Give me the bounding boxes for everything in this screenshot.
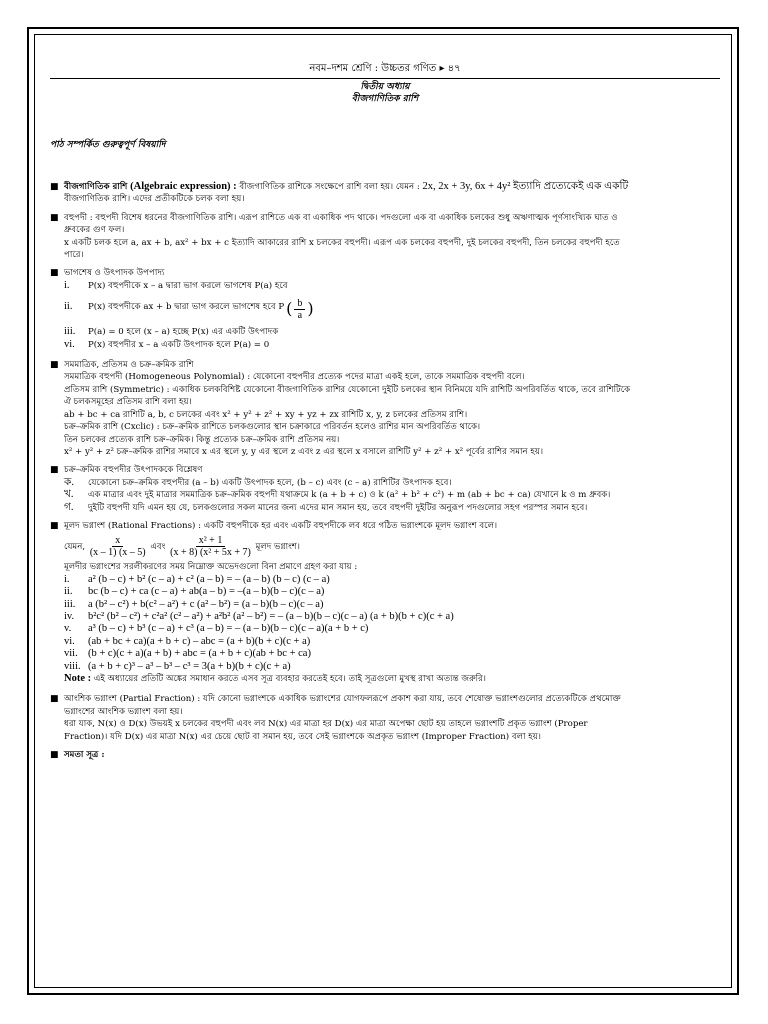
paren-open: ( [286, 299, 293, 319]
page-content [50, 62, 720, 761]
symmetric-def-line2: ঐ চলকসমূহের প্রতিসম রাশি বলা হয়। [64, 397, 192, 408]
partial-fraction-line2: ভগ্নাংশের আংশিক ভগ্নাংশ বলা হয়। [64, 706, 183, 717]
polynomial-def-line1: ■ বহুপদী : বহুপদী বিশেষ ধরনের বীজগাণিতিক রাশি। এরূপ রাশিতে এক বা একাধিক পদ থাকে। পদগুলো এক বা একাধিক চলকের শুধু অঋণাত্মক পূর্ণসাংখ্যিক ঘাত ও [50, 212, 720, 224]
cyclic-factor-item-1: ক. যেকোনো চক্র–ক্রমিক বহুপদীর (a – b) একটি উৎপাদক হলে, (b – c) এবং (c – a) রাশিটির উৎপাদক হবে। [64, 476, 452, 488]
algebraic-examples: 2x, 2x + 3y, 6x + 4y² ইত্যাদি প্রত্যেকেই এক একটি [422, 181, 629, 192]
cyclic-factor-heading: ■ চক্র–ক্রমিক বহুপদীর উৎপাদককে বিশ্লেষণ [50, 464, 720, 476]
rational-fraction-heading: ■ মূলদ ভগ্নাংশ (Rational Fractions) : একটি বহুপদীকে হর এবং একটি বহুপদীকে লব ধরে গঠিত ভগ্নাংশকে মূলদ ভগ্নাংশ বলে। [50, 520, 720, 532]
cyclic-example: x² + y² + z² চক্র–ক্রমিক রাশির সমাবে x এর স্থলে y, y এর স্থলে z এবং z এর স্থলে x বসালে রাশিটি y² + z² + x² পূর্বের রাশির সমান হয়। [64, 446, 544, 457]
remainder-theorem-heading: ■ ভাগশেষ ও উৎপাদক উপপাদ্য [50, 267, 720, 279]
note-line: Note : এই অধ্যায়ের প্রতিটি অঙ্কের সমাধান করতে এসব সূত্র ব্যবহার করতেই হবে। তাই সূত্রগুলো মুখস্থ রাখা অত্যন্ত জরুরি। [64, 673, 486, 684]
symmetric-heading: ■ সমমাত্রিক, প্রতিসম ও চক্র–ক্রমিক রাশি [50, 359, 720, 371]
cyclic-factor-item-2: খ. এক মাত্রার এবং দুই মাত্রার সমমাত্রিক চক্র–ক্রমিক বহুপদী যথাক্রমে k (a + b + c) ও k (a² + b² + c²) + m (ab + bc + ca) যেখানে k ও m ধ্রুবক। [64, 489, 611, 501]
polynomial-def-line4: পারে। [64, 250, 84, 261]
remainder-item-4: vi. P(x) বহুপদীর x – a একটি উৎপাদক হলে P(a) = 0 [64, 338, 270, 350]
identity-item: iv. b²c² (b² – c²) + c²a² (c² – a²) + a²b² (a² – b²) = – (a – b)(b – c)(c – a) (a + b)(b + c)(c + a) [64, 610, 454, 622]
cyclic-note: তিন চলকের প্রত্যেক রাশি চক্র–ক্রমিক। কিন্তু প্রত্যেক চক্র–ক্রমিক রাশি প্রতিসম নয়। [64, 434, 340, 445]
remainder-item-2: ii. P(x) বহুপদীকে ax + b দ্বারা ভাগ করলে ভাগশেষ হবে P ( $\frac{b}{a}$ ) [64, 298, 314, 322]
identity-item: ii. bc (b – c) + ca (c – a) + ab(a – b) = –(a – b)(b – c)(c – a) [64, 586, 325, 598]
algebraic-term-bn: বীজগাণিতিক রাশি [64, 182, 128, 192]
identity-item: i. a² (b – c) + b² (c – a) + c² (a – b) = – (a – b) (b – c) (c – a) [64, 573, 330, 585]
example-fraction-1: $\frac{x}{(x - 1) (x - 5)}$ [89, 535, 146, 559]
rational-fraction-example: যেমন, $\frac{x}{(x - 1) (x - 5)}$ এবং $\frac{\text{x² + 1}}{\text{(x + 8) (x² + 5x + 7)}}$ মূলদ ভগ্নাংশ। [64, 535, 300, 559]
section-algebraic-expression [50, 181, 720, 193]
algebraic-term-en: (Algebraic expression) : [130, 181, 237, 192]
polynomial-def-line2: ধ্রুবকের গুণ ফল। [64, 225, 125, 236]
symmetric-def-line1: প্রতিসম রাশি (Symmetric) : একাধিক চলকবিশিষ্ট যেকোনো বীজগাণিতিক রাশির যেকোনো দুইটি চলকের স্থান বিনিময়ে যদি রাশিটি অপরিবর্তিত থাকে, তবে রাশিটিকে [64, 384, 631, 395]
example-fraction-2: $\frac{\text{x² + 1}}{\text{(x + 8) (x² + 5x + 7)}}$ [170, 535, 251, 559]
algebraic-def-line2: বীজগাণিতিক রাশি। এদের প্রতীকটিকে চলক বলা হয়। [64, 194, 245, 205]
identities-intro: মূলদীর ভগ্নাংশের সরলীকরণের সময় নিম্নোক্ত অভেদগুলো বিনা প্রমাণে গ্রহণ করা যায় : [64, 562, 358, 573]
identity-item: iii. a (b² – c²) + b(c² – a²) + c (a² – b²) = (a – b)(b – c)(c – a) [64, 598, 324, 610]
identity-item: v. a³ (b – c) + b³ (c – a) + c³ (a – b) = – (a – b)(b – c)(c – a)(a + b + c) [64, 623, 369, 635]
equality-formula-heading: ■ সমতা সূত্র : [50, 749, 720, 761]
remainder-item-1: i. P(x) বহুপদীকে x – a দ্বারা ভাগ করলে ভাগশেষ P(a) হবে [64, 279, 288, 291]
identity-item: vii. (b + c)(c + a)(a + b) + abc = (a + b + c)(ab + bc + ca) [64, 648, 311, 660]
symmetric-example: ab + bc + ca রাশিটি a, b, c চলকের এবং x² + y² + z² + xy + yz + zx রাশিটি x, y, z চলকের প্রতিসম রাশি। [64, 409, 468, 420]
chapter-number: দ্বিতীয় অধ্যায় [360, 82, 410, 92]
algebraic-def: বীজগাণিতিক রাশিকে সংক্ষেপে রাশি বলা হয়। যেমন : [239, 182, 420, 192]
partial-fraction-line1: ■ আংশিক ভগ্নাংশ (Partial Fraction) : যদি কোনো ভগ্নাংশকে একাধিক ভগ্নাংশের যোগফলরূপে প্রকাশ করা যায়, তবে শেষোক্ত ভগ্নাংশগুলোর প্রত্যেকটিকে প্রথমোক্ত [50, 693, 720, 705]
cyclic-factor-item-3: গ. দুইটি বহুপদী যদি এমন হয় যে, চলকগুলোর সকল মানের জন্য এদের মান সমান হয়, তবে বহুপদী দুইটির অনুরূপ পদগুলোর সহগ পরস্পর সমান হবে। [64, 501, 588, 513]
header-rule [50, 78, 720, 79]
partial-fraction-line3: ধরা যাক, N(x) ও D(x) উভয়ই x চলকের বহুপদী এবং লব N(x) এর মাত্রা হর D(x) এর মাত্রা অপেক্ষা ছোট হয় তাহলে ভগ্নাংশটি প্রকৃত ভগ্নাংশ (Proper [64, 719, 588, 730]
polynomial-def-line3: x একটি চলক হলে a, ax + b, ax² + bx + c ইত্যাদি আকারের রাশি x চলকের বহুপদী। এরূপ এক চলকের বহুপদী, দুই চলকের বহুপদী, তিন চলকের বহুপদী হতে [64, 237, 620, 248]
fraction-b-over-a: $\frac{b}{a}$ [294, 298, 305, 322]
partial-fraction-line4: Fraction)। যদি D(x) এর মাত্রা N(x) এর চেয়ে ছোট বা সমান হয়, তবে সেই ভগ্নাংশকে অপ্রকৃত ভগ্নাংশ (Improper Fraction) বলা হয়। [64, 731, 541, 742]
paren-close: ) [307, 299, 314, 319]
cyclic-def: চক্র–ক্রমিক রাশি (Cxclic) : চক্র–ক্রমিক রাশিতে চলকগুলোর স্থান চক্রাকারে পরিবর্তন হলেও রাশির মান অপরিবর্তিত থাকে। [64, 422, 481, 433]
identity-list [50, 574, 720, 673]
homogeneous-def: সমমাত্রিক বহুপদী (Homogeneous Polynomial) : যেকোনো বহুপদীর প্রত্যেক পদের মাত্রা একই হলে, তাকে সমমাত্রিক বহুপদী বলে। [64, 372, 525, 383]
identity-item: viii. (a + b + c)³ – a³ – b³ – c³ = 3(a + b)(b + c)(c + a) [64, 660, 291, 672]
chapter-title: বীজগাণিতিক রাশি [351, 94, 419, 104]
remainder-item-3: iii. P(a) = 0 হলে (x – a) হচ্ছে P(x) এর একটি উৎপাদক [64, 326, 279, 338]
identity-item: vi. (ab + bc + ca)(a + b + c) – abc = (a + b)(b + c)(c + a) [64, 635, 311, 647]
topic-heading: পাঠ সম্পর্কিত গুরুত্বপূর্ণ বিষয়াদি [50, 140, 166, 150]
page-header: নবম–দশম শ্রেণি : উচ্চতর গণিত ▸ ৪৭ [309, 63, 461, 74]
